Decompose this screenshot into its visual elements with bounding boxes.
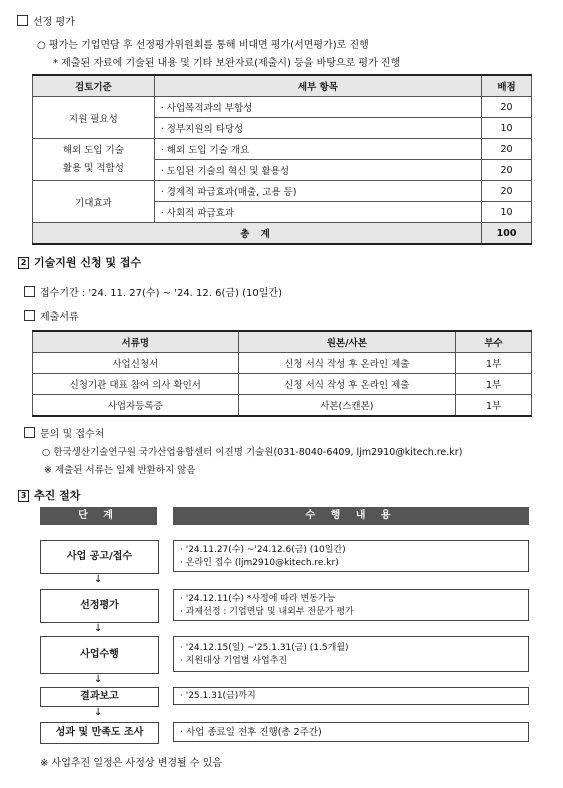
score-cell: 20 <box>482 97 532 118</box>
documents-heading: 제출서류 <box>24 308 79 323</box>
item-cell: · 해외 도입 기술 개요 <box>154 139 481 160</box>
section-evaluation-heading: 선정 평가 <box>17 13 75 28</box>
item-cell: · 경제적 파급효과(매출, 고용 등) <box>154 181 481 202</box>
evaluation-bullet: ○ 평가는 기업면담 후 선정평가위원회를 통해 비대면 평가(서면평가)로 진행 <box>37 40 369 51</box>
item-cell: · 사업목적과의 부합성 <box>154 97 481 118</box>
circle-bullet-icon: ○ <box>42 447 51 458</box>
checkbox-square-icon <box>17 15 28 26</box>
item-cell: · 사회적 파급효과 <box>154 202 481 223</box>
score-cell: 10 <box>482 118 532 139</box>
table-row <box>33 97 532 118</box>
section-application-title: 2 기술지원 신청 및 접수 <box>18 254 141 270</box>
step-box: 사업수행 <box>40 636 159 674</box>
evaluation-criteria-table <box>32 74 532 245</box>
procedure-footnote: ※ 사업추진 일정은 사정상 변경될 수 있음 <box>40 758 223 769</box>
step-description: · '24.12.15(일) ~'25.1.31(금) (1.5개월) · 지원대상 기업별 사업추진 <box>173 636 529 672</box>
step-box: 사업 공고/접수 <box>40 540 159 574</box>
criterion-cell: 해외 도입 기술 활용 및 적합성 <box>33 139 155 181</box>
step-box: 결과보고 <box>40 687 159 707</box>
table-row: 사업신청서 신청 서식 작성 후 온라인 제출 1부 <box>33 353 532 374</box>
total-label: 총 계 <box>33 223 482 245</box>
criterion-cell: 지원 필요성 <box>33 97 155 139</box>
table-header: 세부 항목 <box>154 75 481 97</box>
total-row <box>33 223 532 245</box>
section-procedure-title: 3 추진 절차 <box>18 487 80 503</box>
table-row: 신청기관 대표 참여 의사 확인서 신청 서식 작성 후 온라인 제출 1부 <box>33 374 532 395</box>
contact-heading: 문의 및 접수처 <box>24 425 104 440</box>
table-row <box>33 181 532 202</box>
table-row <box>33 139 532 160</box>
table-header: 원본/사본 <box>238 331 456 353</box>
down-arrow-icon: ↓ <box>94 674 103 685</box>
down-arrow-icon: ↓ <box>94 623 103 634</box>
circle-bullet-icon: ○ <box>37 40 46 51</box>
total-score: 100 <box>482 223 532 245</box>
item-cell: · 도입된 기술의 혁신 및 활용성 <box>154 160 481 181</box>
table-header: 부수 <box>456 331 532 353</box>
down-arrow-icon: ↓ <box>94 574 103 585</box>
step-description: · '25.1.31(금)까지 <box>173 687 529 705</box>
documents-table <box>32 330 532 417</box>
step-box: 선정평가 <box>40 589 159 623</box>
application-period: 접수기간 : '24. 11. 27(수) ~ '24. 12. 6(금) (10일간) <box>24 284 282 299</box>
table-header: 검토기준 <box>33 75 155 97</box>
score-cell: 20 <box>482 160 532 181</box>
score-cell: 20 <box>482 139 532 160</box>
checkbox-square-icon <box>24 427 35 438</box>
step-description: · '24.11.27(수) ~'24.12.6(금) (10일간) · 온라인 접수 (ljm2910@kitech.re.kr) <box>173 540 529 572</box>
criterion-cell: 기대효과 <box>33 181 155 223</box>
evaluation-note: * 제출된 자료에 기술된 내용 및 기타 보완자료(제출시) 등을 바탕으로 평가 진행 <box>53 58 401 69</box>
step-column-header: 단 계 <box>40 507 157 525</box>
table-header: 배점 <box>482 75 532 97</box>
section-number-box: 3 <box>18 490 29 502</box>
down-arrow-icon: ↓ <box>94 707 103 718</box>
table-row: 사업자등록증 사본(스캔본) 1부 <box>33 395 532 417</box>
step-description: · '24.12.11(수) *사정에 따라 변동가능 · 과제선정 : 기업면담 및 내외부 전문가 평가 <box>173 589 529 621</box>
checkbox-square-icon <box>24 310 35 321</box>
item-cell: · 정부지원의 타당성 <box>154 118 481 139</box>
step-box: 성과 및 만족도 조사 <box>40 722 159 744</box>
contact-note: ※ 제출된 서류는 일체 반환하지 않음 <box>44 465 196 476</box>
checkbox-square-icon <box>24 286 35 297</box>
contact-info: ○ 한국생산기술연구원 국가산업융합센터 이진명 기술원(031-8040-6409, ljm2910@kitech.re.kr) <box>42 447 463 458</box>
score-cell: 20 <box>482 181 532 202</box>
content-column-header: 수 행 내 용 <box>173 507 529 525</box>
step-description: · 사업 종료일 전후 진행(총 2주간) <box>173 722 529 742</box>
table-header: 서류명 <box>33 331 239 353</box>
score-cell: 10 <box>482 202 532 223</box>
section-number-box: 2 <box>18 257 29 269</box>
